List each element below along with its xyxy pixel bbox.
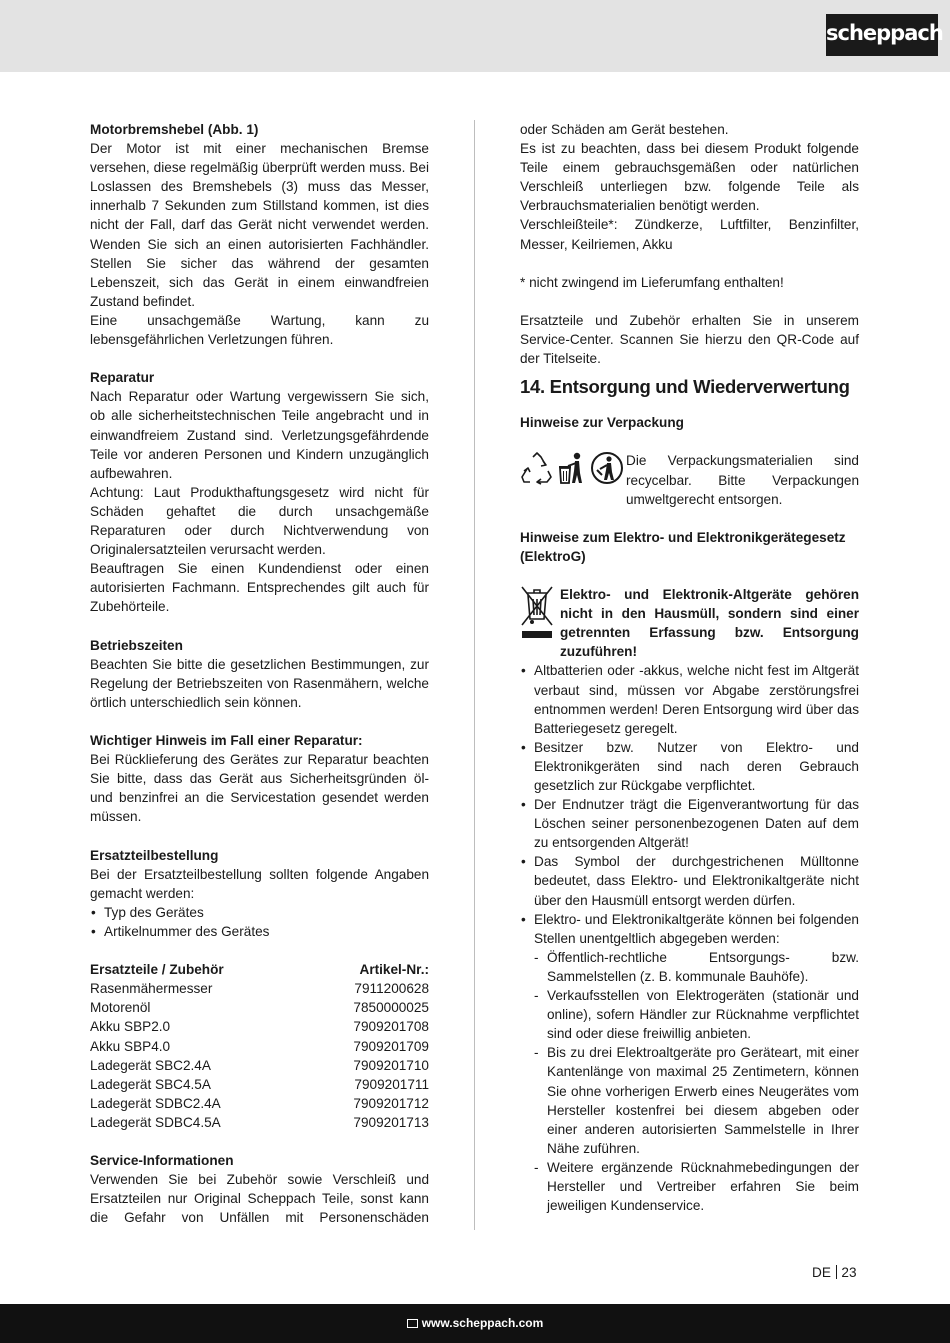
weee-notice xyxy=(520,585,859,661)
sub-list-item: - Bis zu drei Elektroaltgeräte pro Geräteart, mit einer Kantenlänge von maximal 25 Zentimetern, können Sie ohne vorherigen Erwerb eines Neugerätes vom Hersteller kostenfrei bei diesem abgeben oder einer anderen autorisierten Sammelstelle in Ihrer Nähe zuführen. xyxy=(520,1043,859,1158)
section-title-reparatur-hinweis: Wichtiger Hinweis im Fall einer Reparatur: xyxy=(90,733,363,748)
part-number: 7909201709 xyxy=(353,1038,429,1054)
left-column xyxy=(90,120,429,1227)
paragraph: Nach Reparatur oder Wartung vergewissern Sie sich, ob alle sicherheitstechnischen Teile angebracht und in einwandfreiem Zustand sind. Verletzungsgefährdende Teile vor anderen Personen und Kindern unzugänglich aufbewahren. xyxy=(90,389,429,481)
table-row xyxy=(90,1075,429,1094)
recycle-icon xyxy=(520,451,554,485)
language-code: DE xyxy=(812,1265,831,1280)
list-item: • Elektro- und Elektronikaltgeräte können bei folgenden Stellen unentgeltlich abgegeben werden: xyxy=(520,910,859,948)
packaging-icons xyxy=(520,451,626,485)
trash-person-icon xyxy=(557,451,587,485)
paragraph: Beauftragen Sie einen Kundendienst oder einen autorisierten Fachmann. Entsprechendes gilt auch für Zubehörteile. xyxy=(90,561,429,615)
column-header-number: Artikel-Nr.: xyxy=(359,962,429,978)
paragraph: Der Motor ist mit einer mechanischen Bremse versehen, diese regelmäßig überprüft werden muss. Bei Loslassen des Bremshebels (3) muss das Messer, innerhalb 7 Sekunden zum Stillstand kommen, ist dies nicht der Fall, darf das Gerät nicht verwendet werden. Wenden Sie sich an einen autorisierten Fachhändler. Stellen Sie sicher das während der gesamten Lebenszeit, sich das Gerät in einem einwandfreien Zustand befindet. xyxy=(90,141,429,309)
part-number: 7909201713 xyxy=(353,1114,429,1130)
crossed-bin-icon xyxy=(520,585,554,641)
paragraph: oder Schäden am Gerät bestehen. xyxy=(520,122,729,137)
column-header-part: Ersatzteile / Zubehör xyxy=(90,962,224,978)
section-heading-entsorgung: 14. Entsorgung und Wiederverwertung xyxy=(520,376,850,398)
list-item: • Altbatterien oder -akkus, welche nicht fest im Altgerät verbaut sind, müssen vor Abgabe zerstörungsfrei entnommen werden! Deren Entsorgung wird über das Batteriegesetz geregelt. xyxy=(520,661,859,737)
weee-text: Elektro- und Elektronik-Altgeräte gehören nicht in den Hausmüll, sondern sind einer getrennten Erfassung bzw. Entsorgung zuzuführen! xyxy=(560,587,859,660)
part-name: Ladegerät SBC4.5A xyxy=(90,1076,211,1092)
part-number: 7909201710 xyxy=(353,1057,429,1073)
part-number: 7911200628 xyxy=(354,981,429,997)
right-column xyxy=(520,120,859,1215)
paragraph: Ersatzteile und Zubehör erhalten Sie in unserem Service-Center. Scannen Sie hierzu den QR-Code auf der Titelseite. xyxy=(520,312,859,367)
list-item: • Das Symbol der durchgestrichenen Mülltonne bedeutet, dass Elektro- und Elektronikaltgeräte nicht über den Hausmüll entsorgt werden dürfen. xyxy=(520,852,859,909)
green-dot-person-icon xyxy=(590,451,624,485)
packaging-text: Die Verpackungsmaterialien sind recycelbar. Bitte Verpackungen umweltgerecht entsorgen. xyxy=(626,453,859,507)
sub-list-item: - Weitere ergänzende Rücknahmebedingungen der Hersteller und Vertreiber erfahren Sie beim jeweiligen Kundenservice. xyxy=(520,1158,859,1215)
table-row xyxy=(90,1017,429,1036)
list-item: • Artikelnummer des Gerätes xyxy=(90,922,429,941)
table-row xyxy=(90,1113,429,1132)
scheppach-logo xyxy=(826,14,943,56)
part-number: 7850000025 xyxy=(353,1000,429,1016)
page-number-value: 23 xyxy=(841,1265,857,1280)
footer-bar xyxy=(0,1304,950,1343)
table-header-row xyxy=(90,960,429,979)
sub-list-item: - Verkaufsstellen von Elektrogeräten (stationär und online), sofern Händler zur Rücknahme verpflichtet sind oder diese freiwillig anbieten. xyxy=(520,986,859,1043)
table-row xyxy=(90,1094,429,1113)
paragraph: Bei der Ersatzteilbestellung sollten folgende Angaben gemacht werden: xyxy=(90,866,429,901)
list-item: • Besitzer bzw. Nutzer von Elektro- und Elektronikgeräten sind nach deren Gebrauch gesetzlich zur Rückgabe verpflichtet. xyxy=(520,738,859,795)
paragraph: Eine unsachgemäße Wartung, kann zu lebensgefährlichen Verletzungen führen. xyxy=(90,312,429,348)
header-bar xyxy=(0,0,950,72)
website-url[interactable] xyxy=(0,1316,950,1330)
paragraph: Es ist zu beachten, dass bei diesem Produkt folgende Teile einem gebrauchsgemäßen oder natürlichen Verschleiß unterliegen bzw. folgende Teile als Verbrauchsmaterialien benötigt werden. xyxy=(520,141,859,214)
part-name: Ladegerät SDBC4.5A xyxy=(90,1114,221,1130)
part-number: 7909201711 xyxy=(354,1076,429,1092)
logo-text: scheppach xyxy=(826,21,943,45)
page-number xyxy=(812,1265,857,1280)
part-number: 7909201712 xyxy=(353,1095,429,1111)
table-row xyxy=(90,998,429,1017)
subheading-elektrog: Hinweise zum Elektro- und Elektronikgerätegesetz (ElektroG) xyxy=(520,529,846,564)
part-name: Rasenmähermesser xyxy=(90,981,213,997)
section-title-reparatur: Reparatur xyxy=(90,370,155,386)
monitor-icon xyxy=(407,1319,418,1328)
column-divider xyxy=(474,120,475,1230)
paragraph: Bei Rücklieferung des Gerätes zur Reparatur beachten Sie bitte, dass das Gerät aus Sicherheitsgründen öl- und benzinfrei an die Servicestation gesendet werden müssen. xyxy=(90,752,429,825)
table-row xyxy=(90,1056,429,1075)
paragraph: Verschleißteile*: Zündkerze, Luftfilter, Benzinfilter, Messer, Keilriemen, Akku xyxy=(520,217,859,252)
list-item: • Der Endnutzer trägt die Eigenverantwortung für das Löschen seiner personenbezogenen Daten auf dem zu entsorgenden Altgerät! xyxy=(520,795,859,852)
list-item: • Typ des Gerätes xyxy=(90,903,429,922)
sub-list-item: - Öffentlich-rechtliche Entsorgungs- bzw. Sammelstellen (z. B. kommunale Bauhöfe). xyxy=(520,948,859,986)
section-title-betriebszeiten: Betriebszeiten xyxy=(90,637,183,653)
section-title-ersatzteilbestellung: Ersatzteilbestellung xyxy=(90,847,219,863)
part-name: Ladegerät SBC2.4A xyxy=(90,1057,211,1073)
paragraph: Beachten Sie bitte die gesetzlichen Bestimmungen, zur Regelung der Betriebszeiten von Rasenmähern, welche örtlich unterschiedlich sein können. xyxy=(90,656,429,710)
paragraph: * nicht zwingend im Lieferumfang enthalten! xyxy=(520,274,784,290)
part-name: Akku SBP2.0 xyxy=(90,1019,171,1035)
paragraph: Verwenden Sie bei Zubehör sowie Verschleiß und Ersatzteilen nur Original Scheppach Teile, sonst kann die Gefahr von Unfällen mit Personenschäden xyxy=(90,1172,429,1226)
packaging-notice xyxy=(520,451,859,508)
spare-parts-table xyxy=(90,960,429,1132)
table-row xyxy=(90,979,429,998)
part-number: 7909201708 xyxy=(353,1019,429,1035)
section-title-service: Service-Informationen xyxy=(90,1153,234,1169)
paragraph: Achtung: Laut Produkthaftungsgesetz wird nicht für Schäden gehaftet die durch unsachgemäße Reparaturen oder durch Nichtverwendung von Originalersatzteilen verursacht werden. xyxy=(90,484,429,558)
section-title-motorbremshebel: Motorbremshebel (Abb. 1) xyxy=(90,122,259,137)
part-name: Ladegerät SDBC2.4A xyxy=(90,1095,221,1111)
part-name: Motorenöl xyxy=(90,1000,151,1016)
subheading-verpackung: Hinweise zur Verpackung xyxy=(520,415,684,431)
table-row xyxy=(90,1037,429,1056)
part-name: Akku SBP4.0 xyxy=(90,1038,171,1054)
url-text: www.scheppach.com xyxy=(421,1316,544,1330)
